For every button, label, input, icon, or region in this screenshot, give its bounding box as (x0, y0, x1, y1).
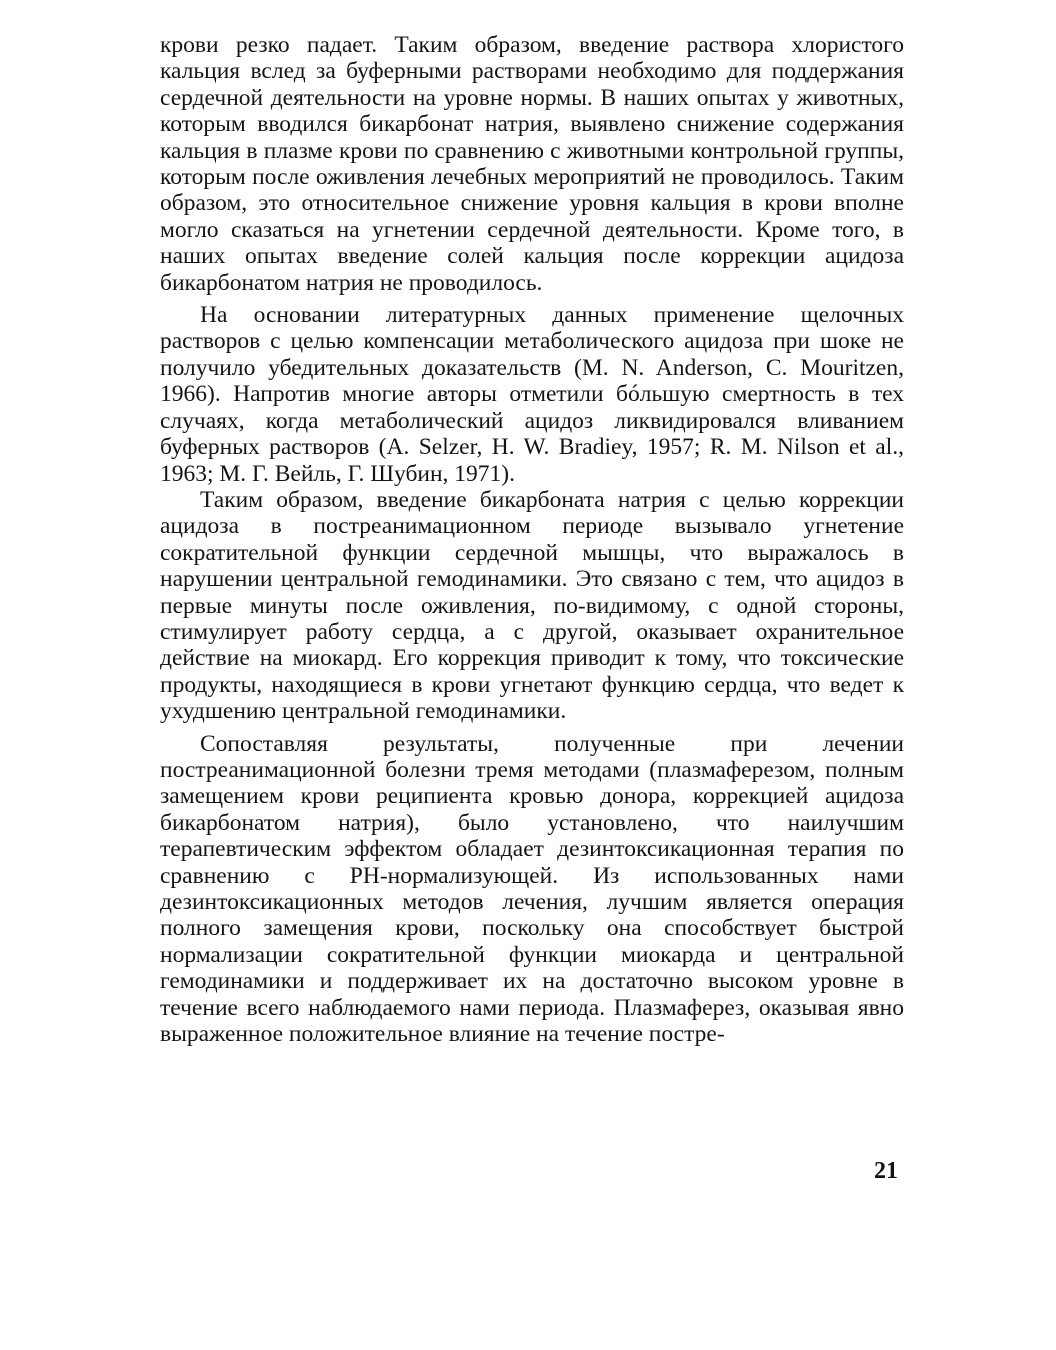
paragraph-4: Сопоставляя результаты, полученные при лечении постреанимационной болезни тремя методами (плазмаферезом, полным замещением крови реципиента кровью донора, коррекцией ацидоза бикарбонатом натрия), было установлено, что наилучшим терапевтическим эффектом обладает дезинтоксикационная терапия по сравнению с PH-нормализующей. Из использованных нами дезинтоксикационных методов лечения, лучшим является операция полного замещения крови, поскольку она способствует быстрой нормализации сократительной функции миокарда и центральной гемодинамики и поддерживает их на достаточно высоком уровне в течение всего наблюдаемого нами периода. Плазмаферез, оказывая явно выраженное положительное влияние на течение постре- (160, 730, 904, 1048)
paragraph-3: Таким образом, введение бикарбоната натрия с целью коррекции ацидоза в постреанимационном периоде вызывало угнетение сократительной функции сердечной мышцы, что выражалось в нарушении центральной гемодинамики. Это связано с тем, что ацидоз в первые минуты после оживления, по-видимому, с одной стороны, стимулирует работу сердца, а с другой, оказывает охранительное действие на миокард. Его коррекция приводит к тому, что токсические продукты, находящиеся в крови угнетают функцию сердца, что ведет к ухудшению центральной гемодинамики. (160, 486, 904, 725)
page-number: 21 (874, 1158, 898, 1184)
page-body (160, 32, 904, 1047)
paragraph-2: На основании литературных данных применение щелочных растворов с целью компенсации метаболического ацидоза при шоке не получило убедительных доказательств (M. N. Anderson, C. Mouritzen, 1966). Напротив многие авторы отметили бóльшую смертность в тех случаях, когда метаболический ацидоз ликвидировался вливанием буферных растворов (A. Selzer, H. W. Bradiey, 1957; R. M. Nilson et al., 1963; М. Г. Вейль, Г. Шубин, 1971). (160, 302, 904, 487)
paragraph-1: крови резко падает. Таким образом, введение раствора хлористого кальция вслед за буферными растворами необходимо для поддержания сердечной деятельности на уровне нормы. В наших опытах у животных, которым вводился бикарбонат натрия, выявлено снижение содержания кальция в плазме крови по сравнению с животными контрольной группы, которым после оживления лечебных мероприятий не проводилось. Таким образом, это относительное снижение уровня кальция в крови вполне могло сказаться на угнетении сердечной деятельности. Кроме того, в наших опытах введение солей кальция после коррекции ацидоза бикарбонатом натрия не проводилось. (160, 32, 904, 296)
